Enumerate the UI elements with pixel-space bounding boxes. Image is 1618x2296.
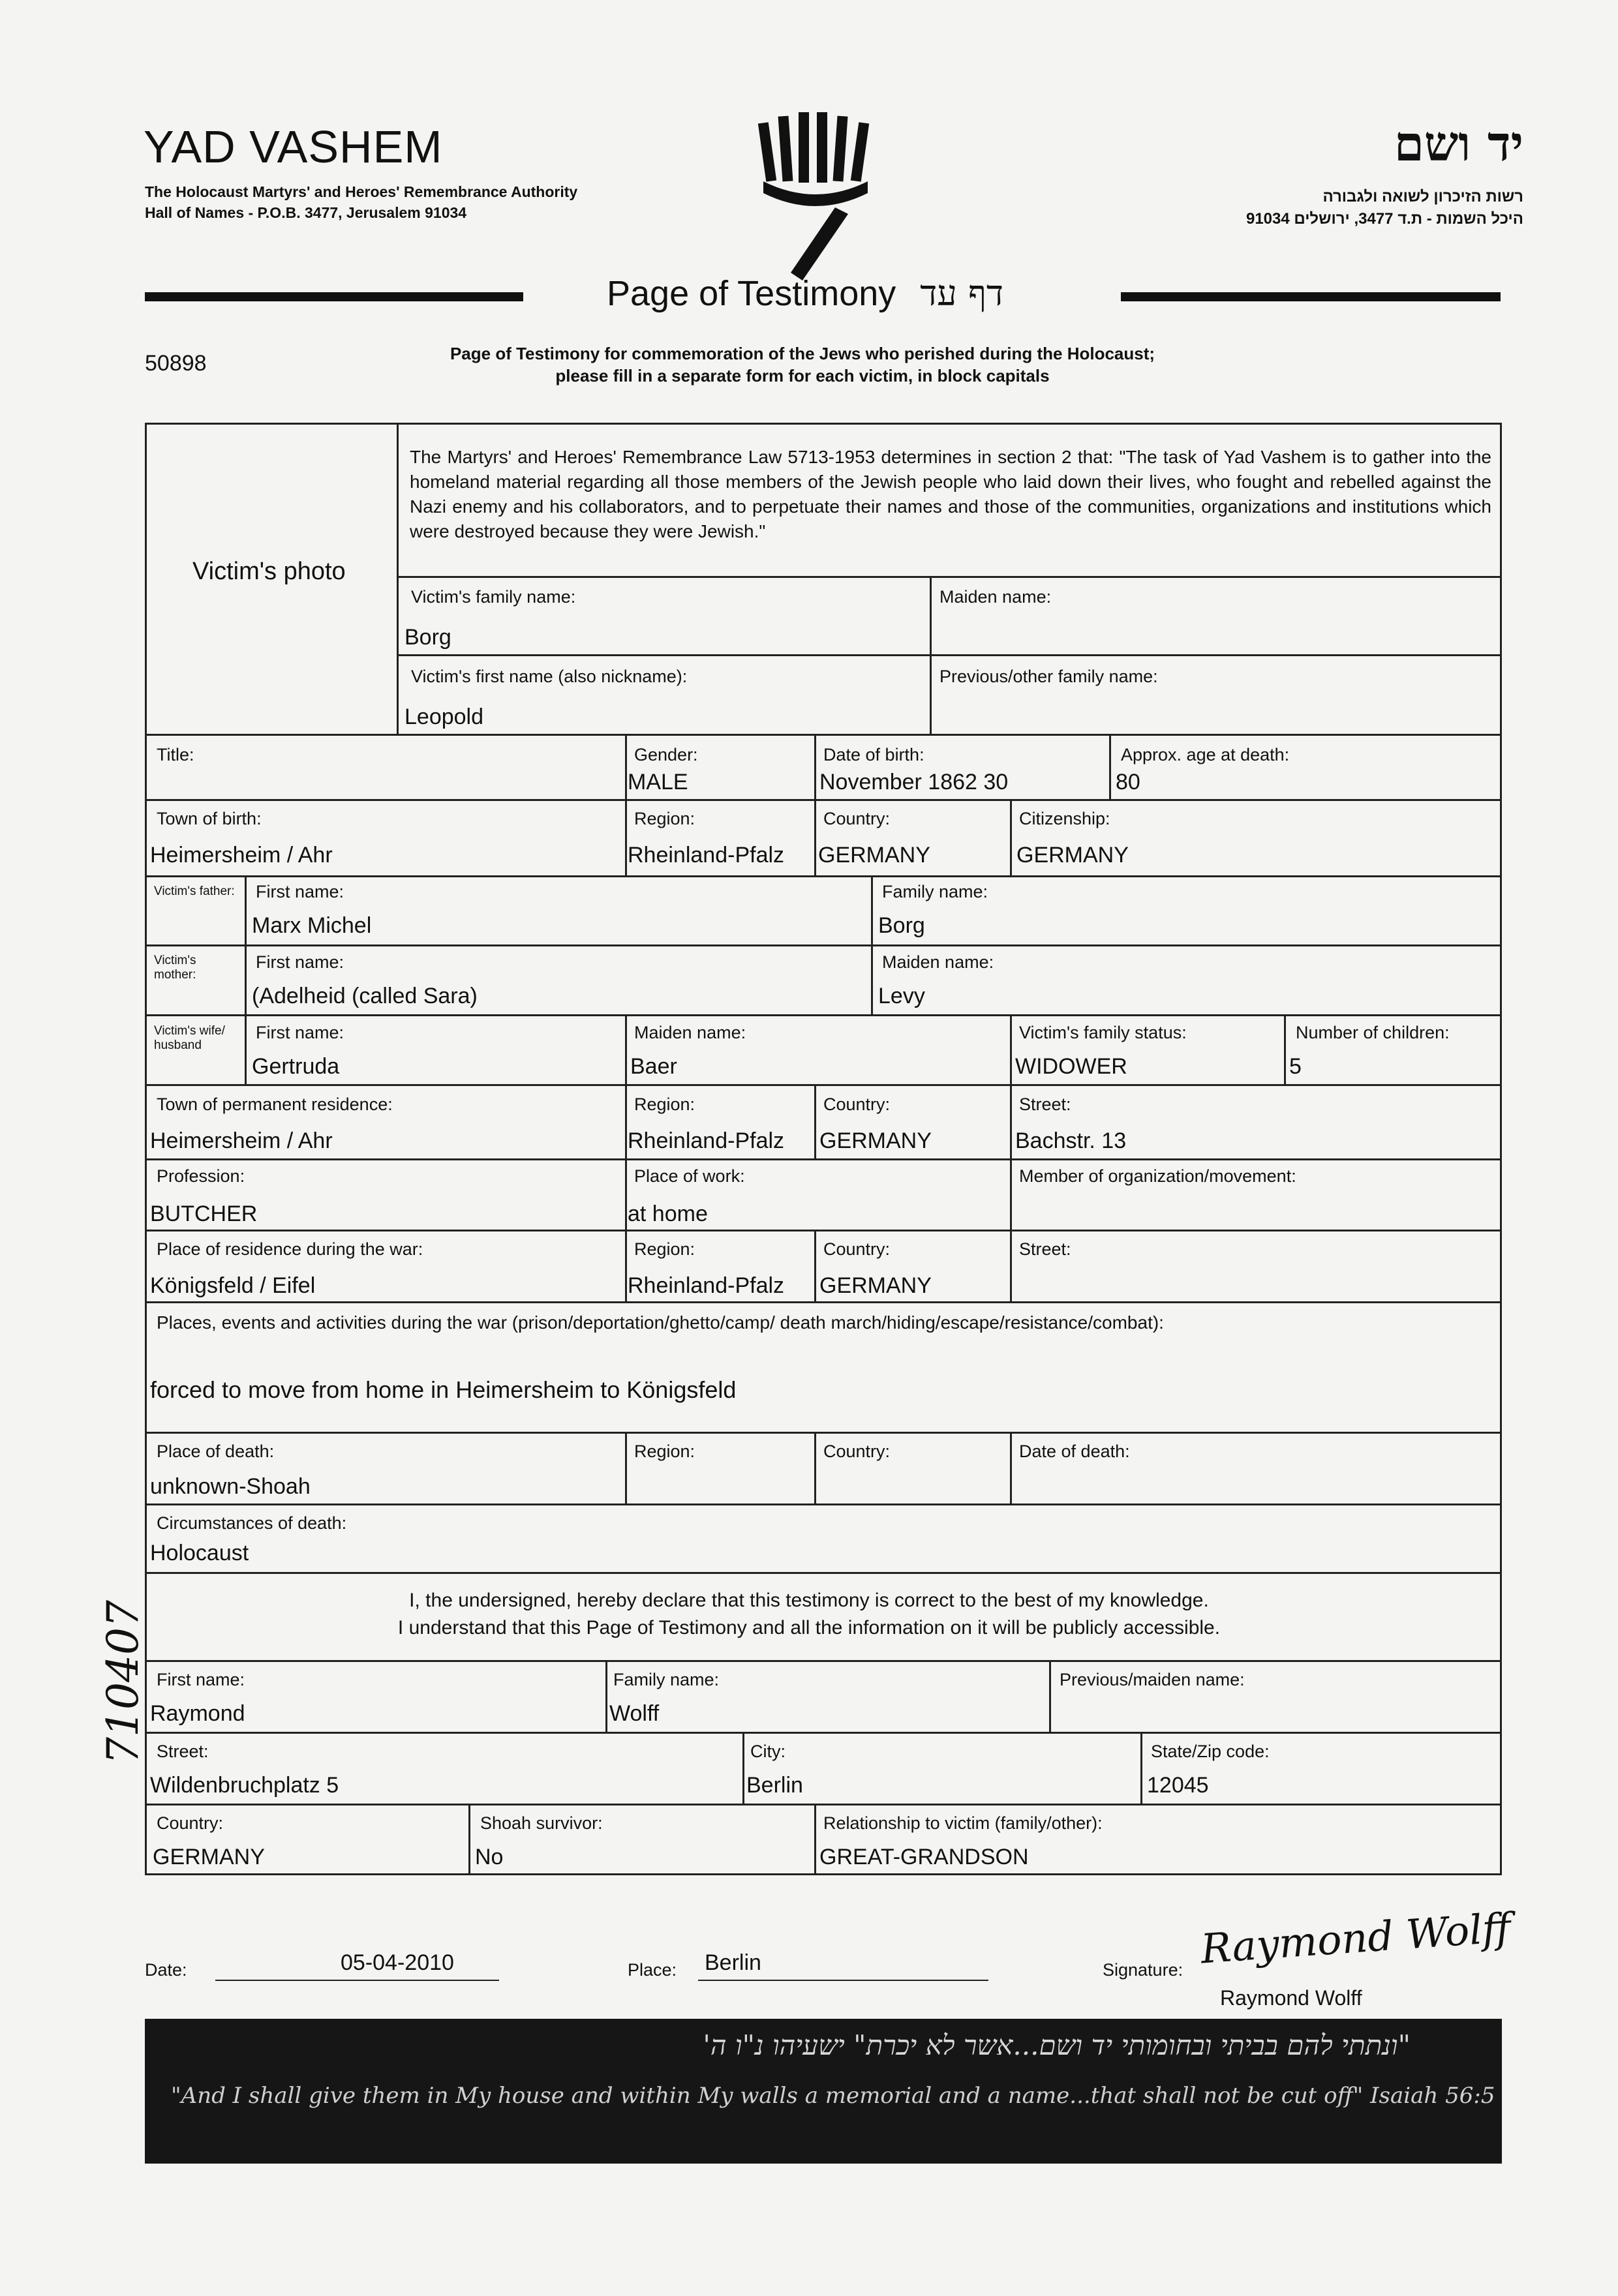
birth-country-label: Country: xyxy=(823,809,891,828)
date-of-birth-value: November 1862 30 xyxy=(819,770,1009,794)
family-status-value: WIDOWER xyxy=(1015,1054,1127,1079)
mother-first-name: (Adelheid (called Sara) xyxy=(252,984,478,1008)
birth-country-value: GERMANY xyxy=(818,843,930,868)
form-number: 50898 xyxy=(145,351,207,376)
father-first-name-label: First name: xyxy=(256,882,344,901)
gender-value: MALE xyxy=(628,770,688,794)
date-of-birth-label: Date of birth: xyxy=(823,745,924,764)
org-subtitle-hebrew-line2: היכל השמות - ת.ד 3477, ירושלים 91034 xyxy=(1245,210,1523,228)
profession-value: BUTCHER xyxy=(150,1201,258,1226)
org-name-hebrew: יד ושם xyxy=(1394,116,1523,172)
declaration-line2: I understand that this Page of Testimony and all the information on it will be publicly accessible. xyxy=(397,1617,1221,1639)
birth-region-label: Region: xyxy=(634,809,695,828)
permanent-residence-label: Town of permanent residence: xyxy=(157,1095,393,1114)
maiden-name-label: Maiden name: xyxy=(939,587,1052,607)
father-family-name-label: Family name: xyxy=(882,882,988,901)
page-title-hebrew: דף עד xyxy=(920,273,1003,314)
father-row-label: Victim's father: xyxy=(154,884,235,898)
date-label: Date: xyxy=(145,1960,187,1980)
gender-label: Gender: xyxy=(634,745,698,764)
org-subtitle-line2: Hall of Names - P.O.B. 3477, Jerusalem 91034 xyxy=(145,204,467,221)
submitter-first-name-label: First name: xyxy=(157,1670,245,1689)
relationship-value: GREAT-GRANDSON xyxy=(819,1845,1029,1869)
page-title xyxy=(607,273,1003,314)
submitter-street: Wildenbruchplatz 5 xyxy=(150,1773,339,1798)
header-rule-left xyxy=(145,292,523,301)
submitter-city: Berlin xyxy=(746,1773,803,1798)
org-subtitle-hebrew xyxy=(1246,186,1523,230)
intro-text xyxy=(365,342,1240,387)
children-count-label: Number of children: xyxy=(1296,1023,1450,1042)
submitter-zip: 12045 xyxy=(1147,1773,1209,1798)
margin-handwritten-number: 710407 xyxy=(98,1600,148,1764)
children-count-value: 5 xyxy=(1289,1054,1302,1079)
intro-line1: Page of Testimony for commemoration of the Jews who perished during the Holocaust; xyxy=(450,344,1155,363)
intro-line2: please fill in a separate form for each victim, in block capitals xyxy=(555,366,1050,385)
residence-region-label: Region: xyxy=(634,1095,695,1114)
residence-street-label: Street: xyxy=(1019,1095,1071,1114)
law-text: The Martyrs' and Heroes' Remembrance Law 5713-1953 determines in section 2 that: "The task of Yad Vashem is to gather into the homeland material regarding all those members of the Jewish people who laid down their lives, who fought and rebelled against the Nazi enemy and his collaborators, and to perpetuate their names and those of the communities, organizations and institutions which were destroyed because they were Jewish." xyxy=(410,447,1491,541)
war-residence-label: Place of residence during the war: xyxy=(157,1239,423,1259)
spouse-maiden-name-label: Maiden name: xyxy=(634,1023,746,1042)
war-region-label: Region: xyxy=(634,1239,695,1259)
previous-family-name-label: Previous/other family name: xyxy=(939,667,1158,686)
footer-banner xyxy=(145,2019,1502,2164)
victim-first-name-label: Victim's first name (also nickname): xyxy=(411,667,688,686)
place-label: Place: xyxy=(628,1960,677,1980)
town-of-birth-value: Heimersheim / Ahr xyxy=(150,843,333,868)
header-rule-right xyxy=(1121,292,1501,301)
submitter-family-name-label: Family name: xyxy=(613,1670,720,1689)
submitter-country: GERMANY xyxy=(153,1845,265,1869)
circumstances-label: Circumstances of death: xyxy=(157,1513,347,1533)
footer-hebrew-quote: "ונתתי להם בביתי ובחומותי יד ושם...אשר לא יכרת" ישעיהו נ"ו ה' xyxy=(703,2029,1411,2061)
family-status-label: Victim's family status: xyxy=(1019,1023,1187,1042)
war-street-label: Street: xyxy=(1019,1239,1071,1259)
mother-first-name-label: First name: xyxy=(256,952,344,972)
mother-row-label: Victim's mother: xyxy=(154,954,196,982)
spouse-first-name-label: First name: xyxy=(256,1023,344,1042)
declaration-line1: I, the undersigned, hereby declare that this testimony is correct to the best of my knowledge. xyxy=(409,1590,1209,1611)
age-at-death-value: 80 xyxy=(1116,770,1140,794)
mother-maiden-name-label: Maiden name: xyxy=(882,952,994,972)
death-country-label: Country: xyxy=(823,1442,891,1461)
victim-first-name: Leopold xyxy=(404,704,484,729)
handwritten-signature: Raymond Wolff xyxy=(1199,1903,1513,1973)
mother-maiden-name: Levy xyxy=(878,984,925,1008)
org-subtitle-line1: The Holocaust Martyrs' and Heroes' Remembrance Authority xyxy=(145,183,578,200)
place-of-death-label: Place of death: xyxy=(157,1442,275,1461)
death-region-label: Region: xyxy=(634,1442,695,1461)
victim-family-name: Borg xyxy=(404,625,451,650)
father-family-name: Borg xyxy=(878,913,925,938)
declaration-text xyxy=(196,1587,1422,1642)
place-of-death-value: unknown-Shoah xyxy=(150,1474,311,1499)
permanent-residence-value: Heimersheim / Ahr xyxy=(150,1128,333,1153)
submitter-family-name: Wolff xyxy=(609,1701,660,1726)
residence-region-value: Rheinland-Pfalz xyxy=(628,1128,785,1153)
shoah-survivor-value: No xyxy=(475,1845,504,1869)
residence-country-label: Country: xyxy=(823,1095,891,1114)
circumstances-value: Holocaust xyxy=(150,1541,249,1565)
war-country-label: Country: xyxy=(823,1239,891,1259)
war-country-value: GERMANY xyxy=(819,1273,932,1298)
place-underline xyxy=(698,1980,988,1981)
date-underline xyxy=(215,1980,499,1981)
date-of-death-label: Date of death: xyxy=(1019,1442,1130,1461)
birth-region-value: Rheinland-Pfalz xyxy=(628,843,785,868)
war-events-value: forced to move from home in Heimersheim to Königsfeld xyxy=(150,1376,737,1403)
place-of-work-label: Place of work: xyxy=(634,1166,745,1186)
town-of-birth-label: Town of birth: xyxy=(157,809,262,828)
submitter-zip-label: State/Zip code: xyxy=(1151,1742,1270,1761)
organization-label: Member of organization/movement: xyxy=(1019,1166,1296,1186)
place-of-work-value: at home xyxy=(628,1201,708,1226)
residence-country-value: GERMANY xyxy=(819,1128,932,1153)
age-at-death-label: Approx. age at death: xyxy=(1121,745,1290,764)
submitter-city-label: City: xyxy=(750,1742,786,1761)
spouse-row-label: Victim's wife/ husband xyxy=(154,1024,225,1052)
submitter-previous-name-label: Previous/maiden name: xyxy=(1060,1670,1245,1689)
submitter-first-name: Raymond xyxy=(150,1701,245,1726)
org-subtitle-hebrew-line1: רשות הזיכרון לשואה ולגבורה xyxy=(1322,188,1523,205)
footer-english-quote: "And I shall give them in My house and within My walls a memorial and a name...that shall not be cut off" Isaiah 56:5 xyxy=(171,2083,1495,2109)
relationship-label: Relationship to victim (family/other): xyxy=(823,1813,1103,1833)
shoah-survivor-label: Shoah survivor: xyxy=(480,1813,603,1833)
org-subtitle xyxy=(145,181,577,223)
place-value: Berlin xyxy=(705,1950,761,1975)
war-residence-value: Königsfeld / Eifel xyxy=(150,1273,316,1298)
signature-label: Signature: xyxy=(1103,1960,1183,1980)
residence-street-value: Bachstr. 13 xyxy=(1015,1128,1127,1153)
yad-vashem-logo-icon xyxy=(757,110,874,286)
submitter-street-label: Street: xyxy=(157,1742,209,1761)
org-name: YAD VASHEM xyxy=(144,121,443,172)
victim-photo-placeholder: Victim's photo xyxy=(192,558,346,585)
victim-family-name-label: Victim's family name: xyxy=(411,587,576,607)
war-events-label: Places, events and activities during the war (prison/deportation/ghetto/camp/ death march/hiding/escape/resistance/combat): xyxy=(157,1312,1164,1333)
page-title-en: Page of Testimony xyxy=(607,274,896,313)
date-value: 05-04-2010 xyxy=(341,1950,454,1975)
war-region-value: Rheinland-Pfalz xyxy=(628,1273,785,1298)
spouse-first-name: Gertruda xyxy=(252,1054,340,1079)
father-first-name: Marx Michel xyxy=(252,913,372,938)
profession-label: Profession: xyxy=(157,1166,245,1186)
submitter-country-label: Country: xyxy=(157,1813,224,1833)
citizenship-value: GERMANY xyxy=(1016,843,1129,868)
printed-name: Raymond Wolff xyxy=(1220,1986,1362,2010)
spouse-maiden-name: Baer xyxy=(630,1054,677,1079)
title-label: Title: xyxy=(157,745,194,764)
citizenship-label: Citizenship: xyxy=(1019,809,1110,828)
